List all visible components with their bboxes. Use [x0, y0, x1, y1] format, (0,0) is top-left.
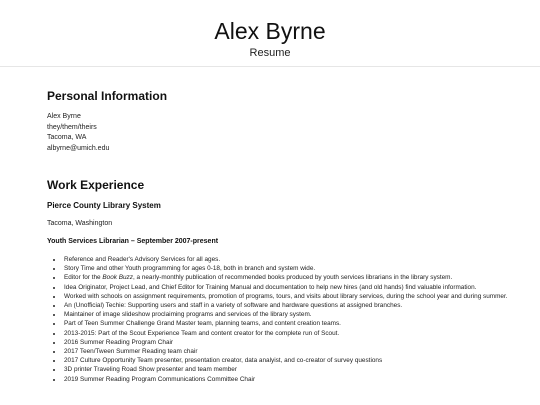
- work-experience-heading: Work Experience: [47, 178, 145, 192]
- employer-location: Tacoma, Washington: [47, 220, 113, 227]
- list-item-text: Editor for the: [64, 274, 103, 282]
- list-item: • 3D printer Traveling Road Show presenter and team member: [63, 365, 520, 374]
- publication-title: Book Buzz: [102, 274, 133, 282]
- personal-info-heading: Personal Information: [47, 89, 168, 103]
- personal-info: [47, 112, 520, 154]
- list-item: • Reference and Reader's Advisory Services for all ages.: [63, 255, 520, 264]
- resume-content: [0, 88, 540, 384]
- list-item: • Idea Originator, Project Lead, and Chief Editor for Training Manual and documentation to help new hires (and old hands) find valuable information.: [63, 283, 520, 292]
- duties-list: [47, 255, 520, 384]
- list-item: • Part of Teen Summer Challenge Grand Master team, planning teams, and content creation teams.: [63, 319, 520, 328]
- info-email: albyrne@umich.edu: [47, 144, 110, 152]
- resume-header: [0, 0, 540, 67]
- list-item: • An (Unofficial) Techie: Supporting users and staff in a variety of software and hardware questions at assigned branches.: [63, 301, 520, 310]
- info-pronouns: they/them/theirs: [47, 123, 97, 131]
- job-title: Youth Services Librarian – September 2007-present: [47, 238, 219, 245]
- page-title: Alex Byrne: [214, 18, 326, 44]
- info-name: Alex Byrne: [47, 113, 81, 120]
- list-item: • 2013-2015: Part of the Scout Experience Team and content creator for the complete run of Scout.: [63, 329, 520, 338]
- employer-name: Pierce County Library System: [47, 201, 161, 210]
- page-subtitle: Resume: [249, 47, 291, 59]
- list-item: • Worked with schools on assignment requirements, promotion of programs, tours, and visits about library services, during the school year and during summer.: [63, 292, 520, 301]
- list-item: • Story Time and other Youth programming for ages 0-18, both in branch and system wide.: [63, 264, 520, 273]
- list-item: • 2017 Teen/Tween Summer Reading team chair: [63, 347, 520, 356]
- list-item: • 2016 Summer Reading Program Chair: [63, 338, 520, 347]
- list-item: [63, 273, 520, 282]
- list-item: • 2019 Summer Reading Program Communications Committee Chair: [63, 375, 520, 384]
- list-item: • Maintainer of image slideshow proclaiming programs and services of the library system.: [63, 310, 520, 319]
- info-location: Tacoma, WA: [47, 134, 87, 141]
- list-item: • 2017 Culture Opportunity Team presenter, presentation creator, data analyist, and co-creator of survey questions: [63, 356, 520, 365]
- list-item-text: , a nearly-monthly publication of recommended books produced by youth services librarians in the library system.: [132, 274, 453, 282]
